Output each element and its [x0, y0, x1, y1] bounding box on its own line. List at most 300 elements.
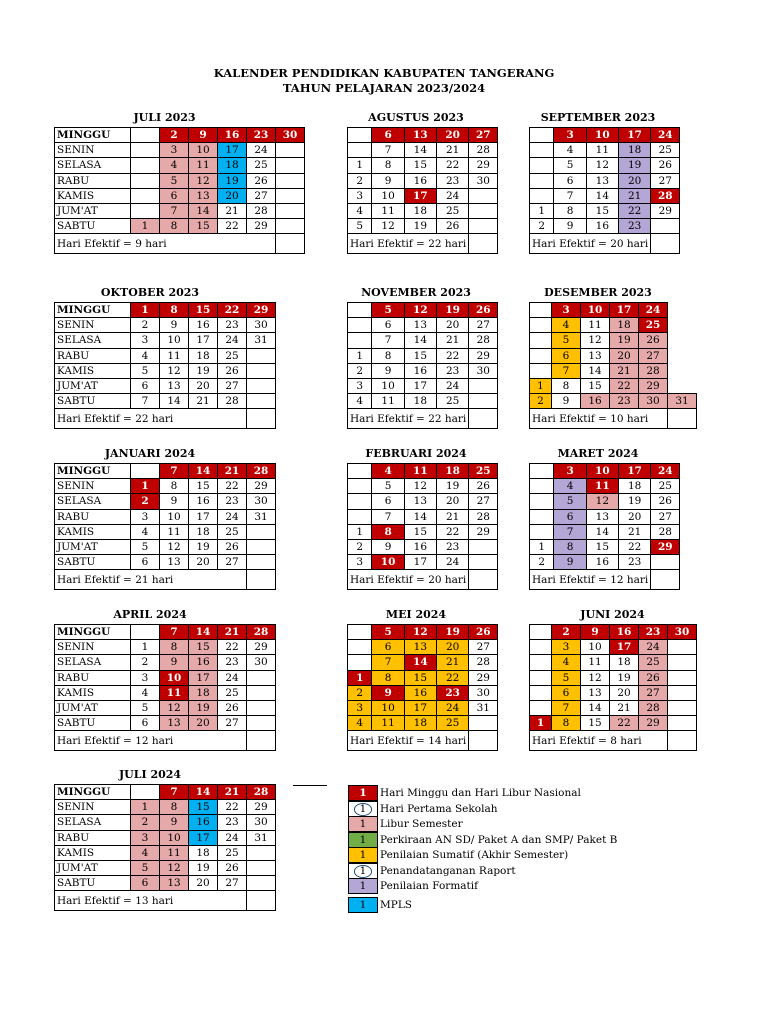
date-cell: 22 [218, 800, 247, 815]
date-cell: 2 [530, 219, 554, 234]
date-cell [276, 143, 305, 158]
date-cell: 16 [404, 539, 436, 554]
date-cell [348, 143, 372, 158]
date-cell: 2 [348, 173, 372, 188]
date-cell: 21 [218, 203, 247, 218]
week-row [348, 655, 498, 670]
week-row [348, 394, 498, 409]
day-label: SABTU [55, 716, 131, 731]
date-cell: 1 [131, 303, 160, 318]
week-row [55, 348, 276, 363]
day-label: SELASA [55, 655, 131, 670]
month-title: JULI 2024 [118, 768, 182, 781]
week-row [348, 539, 498, 554]
date-cell: 23 [619, 555, 651, 570]
effective-days-blank [469, 409, 498, 429]
legend-item [348, 785, 728, 801]
date-cell: 19 [610, 333, 639, 348]
date-cell [530, 479, 554, 494]
date-cell: 6 [131, 555, 160, 570]
date-cell: 24 [437, 555, 469, 570]
effective-days-blank [247, 891, 276, 911]
week-row [348, 143, 498, 158]
day-label: KAMIS [55, 188, 131, 203]
effective-days-row [55, 234, 305, 254]
date-cell: 4 [554, 143, 586, 158]
date-cell: 13 [581, 348, 610, 363]
date-cell: 28 [469, 333, 498, 348]
date-cell: 6 [372, 640, 404, 655]
date-cell [469, 394, 498, 409]
legend-swatch: 1 [348, 878, 378, 894]
week-row [530, 685, 697, 700]
date-cell: 16 [189, 318, 218, 333]
date-cell: 1 [131, 640, 160, 655]
date-cell: 13 [586, 173, 618, 188]
date-cell: 19 [218, 173, 247, 188]
effective-days: Hari Efektif = 20 hari [530, 234, 651, 254]
day-label: KAMIS [55, 685, 131, 700]
month-title: MEI 2024 [385, 608, 447, 621]
date-cell: 8 [160, 800, 189, 815]
date-cell: 16 [586, 219, 618, 234]
day-label: RABU [55, 348, 131, 363]
week-row [348, 555, 498, 570]
date-cell [530, 670, 552, 685]
date-cell: 23 [218, 494, 247, 509]
date-cell: 10 [160, 830, 189, 845]
effective-days-blank [668, 731, 697, 751]
week-row [348, 128, 498, 143]
date-cell: 5 [348, 219, 372, 234]
date-cell: 17 [404, 555, 436, 570]
date-cell: 31 [247, 333, 276, 348]
month-table [54, 784, 276, 911]
date-cell [530, 655, 552, 670]
date-cell: 1 [348, 670, 372, 685]
month-title: JULI 2023 [133, 111, 196, 124]
date-cell: 29 [469, 524, 498, 539]
date-cell: 23 [639, 625, 668, 640]
date-cell: 17 [218, 143, 247, 158]
week-row [348, 203, 498, 218]
date-cell: 28 [247, 203, 276, 218]
date-cell: 5 [131, 539, 160, 554]
week-row [530, 464, 680, 479]
week-row [530, 539, 680, 554]
date-cell: 3 [348, 188, 372, 203]
date-cell: 3 [160, 143, 189, 158]
date-cell [530, 188, 554, 203]
date-cell: 19 [437, 625, 469, 640]
date-cell: 27 [651, 509, 680, 524]
date-cell: 12 [160, 860, 189, 875]
date-cell: 7 [160, 785, 189, 800]
date-cell [131, 143, 160, 158]
effective-days: Hari Efektif = 10 hari [530, 409, 668, 429]
day-label: JUM'AT [55, 539, 131, 554]
week-row [530, 158, 680, 173]
date-cell: 16 [404, 685, 436, 700]
date-cell: 24 [218, 830, 247, 845]
effective-days: Hari Efektif = 14 hari [348, 731, 469, 751]
month-title: OKTOBER 2023 [100, 286, 200, 299]
date-cell: 24 [437, 700, 469, 715]
week-row [530, 509, 680, 524]
date-highlight-circle: 15 [196, 801, 210, 814]
date-cell: 16 [218, 128, 247, 143]
week-row [55, 509, 276, 524]
month-title: MARET 2024 [557, 447, 639, 460]
date-cell: 12 [189, 173, 218, 188]
date-cell: 15 [189, 303, 218, 318]
date-cell: 8 [552, 716, 581, 731]
date-cell: 5 [131, 700, 160, 715]
date-cell: 4 [160, 158, 189, 173]
day-label: SENIN [55, 143, 131, 158]
day-label: JUM'AT [55, 860, 131, 875]
date-cell: 25 [218, 348, 247, 363]
date-cell: 24 [218, 333, 247, 348]
week-row [348, 670, 498, 685]
date-cell: 7 [372, 333, 404, 348]
date-cell: 11 [372, 716, 404, 731]
date-cell: 4 [348, 203, 372, 218]
date-cell: 17 [404, 700, 436, 715]
date-cell: 13 [404, 318, 436, 333]
day-label: SENIN [55, 800, 131, 815]
week-row [530, 188, 680, 203]
date-cell: 20 [437, 640, 469, 655]
day-label: RABU [55, 670, 131, 685]
date-cell: 25 [639, 655, 668, 670]
date-cell: 12 [404, 479, 436, 494]
effective-days-row [348, 731, 498, 751]
date-cell: 20 [619, 173, 651, 188]
effective-days: Hari Efektif = 22 hari [348, 409, 469, 429]
week-row [348, 173, 498, 188]
date-cell [131, 128, 160, 143]
date-cell: 23 [437, 173, 469, 188]
date-cell [276, 219, 305, 234]
date-cell: 14 [189, 464, 218, 479]
date-cell: 10 [160, 670, 189, 685]
date-cell: 3 [131, 333, 160, 348]
date-cell: 4 [552, 318, 581, 333]
date-cell: 19 [189, 539, 218, 554]
date-cell: 9 [372, 539, 404, 554]
date-cell: 24 [639, 640, 668, 655]
date-cell: 18 [437, 464, 469, 479]
effective-days-blank [469, 234, 498, 254]
date-cell: 22 [218, 479, 247, 494]
date-cell: 6 [131, 876, 160, 891]
month-table [54, 463, 276, 590]
date-cell: 13 [581, 685, 610, 700]
month-title: JANUARI 2024 [104, 447, 196, 460]
date-cell [581, 378, 610, 393]
date-cell: 13 [160, 716, 189, 731]
date-cell: 12 [160, 363, 189, 378]
date-cell: 27 [651, 173, 680, 188]
date-cell: 12 [581, 670, 610, 685]
date-cell: 10 [372, 700, 404, 715]
date-cell: 22 [218, 219, 247, 234]
week-row [530, 318, 697, 333]
date-cell [651, 219, 680, 234]
date-cell: 14 [586, 188, 618, 203]
date-cell: 29 [247, 800, 276, 815]
date-cell [131, 173, 160, 188]
date-cell: 25 [651, 479, 680, 494]
date-cell: 31 [247, 830, 276, 845]
date-cell: 24 [437, 378, 469, 393]
date-cell: 17 [619, 464, 651, 479]
date-cell [530, 685, 552, 700]
date-cell [131, 203, 160, 218]
date-cell: 2 [131, 494, 160, 509]
date-cell: 30 [469, 363, 498, 378]
date-cell: 28 [218, 394, 247, 409]
date-cell: 10 [586, 464, 618, 479]
date-cell: 16 [586, 555, 618, 570]
date-cell: 24 [437, 188, 469, 203]
date-cell: 20 [437, 318, 469, 333]
date-cell [276, 158, 305, 173]
day-label: KAMIS [55, 524, 131, 539]
date-cell [469, 555, 498, 570]
legend-label: MPLS [380, 899, 412, 911]
week-row [530, 555, 680, 570]
date-cell: 16 [189, 815, 218, 830]
week-row [55, 716, 276, 731]
date-cell [530, 363, 552, 378]
week-row [55, 700, 276, 715]
date-cell: 4 [348, 716, 372, 731]
date-cell: 15 [404, 524, 436, 539]
date-cell: 30 [247, 815, 276, 830]
week-row [348, 685, 498, 700]
date-cell: 13 [160, 555, 189, 570]
date-cell: 7 [160, 464, 189, 479]
date-cell [530, 494, 554, 509]
date-cell: 11 [160, 845, 189, 860]
date-cell [131, 464, 160, 479]
date-cell [530, 640, 552, 655]
document-title: KALENDER PENDIDIKAN KABUPATEN TANGERANG [213, 66, 555, 80]
date-cell: 3 [554, 464, 586, 479]
effective-days: Hari Efektif = 20 hari [348, 570, 469, 590]
date-cell: 28 [247, 625, 276, 640]
week-row [55, 539, 276, 554]
date-cell [276, 188, 305, 203]
effective-days-row [55, 891, 276, 911]
date-cell: 23 [610, 394, 639, 409]
date-cell: 28 [247, 785, 276, 800]
date-cell [348, 333, 372, 348]
date-cell [668, 655, 697, 670]
day-label: JUM'AT [55, 378, 131, 393]
date-cell: 6 [552, 685, 581, 700]
date-cell: 24 [651, 464, 680, 479]
date-cell: 27 [469, 128, 498, 143]
date-cell: 26 [218, 700, 247, 715]
date-cell: 17 [404, 378, 436, 393]
date-cell: 30 [639, 394, 668, 409]
date-cell: 9 [554, 555, 586, 570]
date-cell: 25 [218, 524, 247, 539]
date-cell [530, 128, 554, 143]
date-cell: 3 [131, 509, 160, 524]
week-row [530, 219, 680, 234]
week-row [55, 640, 276, 655]
date-cell: 2 [348, 363, 372, 378]
month-table [347, 127, 498, 254]
date-cell [348, 640, 372, 655]
date-cell [530, 524, 554, 539]
day-label: SELASA [55, 333, 131, 348]
date-cell: 22 [437, 670, 469, 685]
week-row [55, 378, 276, 393]
date-cell: 7 [160, 625, 189, 640]
date-cell: 23 [437, 539, 469, 554]
date-cell: 17 [610, 640, 639, 655]
date-cell: 11 [160, 524, 189, 539]
date-cell: 8 [160, 479, 189, 494]
date-cell: 7 [372, 509, 404, 524]
week-row [348, 188, 498, 203]
date-cell: 9 [160, 494, 189, 509]
date-cell: 2 [131, 318, 160, 333]
date-cell [651, 555, 680, 570]
week-row [530, 494, 680, 509]
week-row [55, 143, 305, 158]
date-cell: 23 [619, 219, 651, 234]
date-cell: 22 [619, 539, 651, 554]
date-cell [276, 203, 305, 218]
legend-circle: 1 [354, 865, 373, 878]
day-label: MINGGU [55, 785, 131, 800]
week-row [348, 158, 498, 173]
effective-days-blank [247, 731, 276, 751]
date-cell: 8 [372, 158, 404, 173]
date-cell: 25 [218, 845, 247, 860]
date-cell: 6 [552, 348, 581, 363]
date-cell: 21 [437, 143, 469, 158]
divider-line [293, 785, 327, 786]
date-cell: 27 [218, 555, 247, 570]
date-cell [247, 876, 276, 891]
week-row [348, 716, 498, 731]
effective-days: Hari Efektif = 21 hari [55, 570, 247, 590]
date-cell: 8 [160, 219, 189, 234]
week-row [348, 640, 498, 655]
week-row [530, 670, 697, 685]
date-cell: 19 [619, 494, 651, 509]
date-cell: 7 [552, 363, 581, 378]
date-cell: 8 [372, 524, 404, 539]
date-cell [530, 143, 554, 158]
date-cell: 8 [552, 378, 581, 393]
date-cell: 15 [586, 203, 618, 218]
week-row [55, 303, 276, 318]
date-cell: 9 [554, 219, 586, 234]
legend-label: Hari Minggu dan Hari Libur Nasional [380, 787, 581, 799]
date-cell: 15 [189, 640, 218, 655]
date-cell: 6 [554, 509, 586, 524]
date-cell: 29 [247, 479, 276, 494]
date-cell: 21 [437, 655, 469, 670]
date-cell: 15 [581, 716, 610, 731]
date-cell: 22 [437, 524, 469, 539]
week-row [348, 303, 498, 318]
month-title: APRIL 2024 [113, 608, 187, 621]
date-cell: 2 [131, 655, 160, 670]
date-cell: 20 [189, 378, 218, 393]
date-cell: 10 [581, 640, 610, 655]
date-cell [247, 378, 276, 393]
date-cell: 29 [639, 716, 668, 731]
legend-item [348, 847, 728, 863]
week-row [530, 640, 697, 655]
date-cell [348, 625, 372, 640]
date-cell: 30 [276, 128, 305, 143]
legend-label: Penilaian Formatif [380, 880, 478, 892]
week-row [55, 524, 276, 539]
week-row [348, 479, 498, 494]
date-cell: 3 [131, 830, 160, 845]
date-cell: 13 [404, 128, 436, 143]
date-cell [469, 188, 498, 203]
date-cell: 11 [404, 464, 436, 479]
date-cell: 30 [668, 625, 697, 640]
date-cell: 22 [437, 158, 469, 173]
effective-days-row [530, 409, 697, 429]
date-cell [247, 524, 276, 539]
date-cell: 10 [581, 303, 610, 318]
month-table [54, 302, 276, 429]
date-cell: 7 [554, 524, 586, 539]
date-cell: 19 [189, 700, 218, 715]
day-label: SELASA [55, 158, 131, 173]
date-cell: 8 [160, 303, 189, 318]
date-cell: 18 [189, 524, 218, 539]
legend-swatch [348, 863, 378, 879]
date-cell: 6 [372, 318, 404, 333]
date-cell [247, 363, 276, 378]
week-row [55, 188, 305, 203]
date-cell: 24 [218, 670, 247, 685]
date-cell: 1 [131, 219, 160, 234]
date-cell: 10 [160, 509, 189, 524]
effective-days-row [55, 731, 276, 751]
date-cell: 3 [552, 640, 581, 655]
date-cell: 18 [218, 158, 247, 173]
date-cell: 28 [639, 363, 668, 378]
effective-days-row [348, 409, 498, 429]
date-cell: 8 [554, 203, 586, 218]
day-label: MINGGU [55, 464, 131, 479]
date-cell: 23 [218, 815, 247, 830]
week-row [55, 845, 276, 860]
legend-label: Penilaian Sumatif (Akhir Semester) [380, 849, 569, 861]
date-cell: 29 [247, 219, 276, 234]
date-cell: 21 [619, 524, 651, 539]
legend-swatch [348, 801, 378, 817]
date-cell [247, 555, 276, 570]
date-cell: 19 [437, 479, 469, 494]
date-cell: 15 [189, 219, 218, 234]
